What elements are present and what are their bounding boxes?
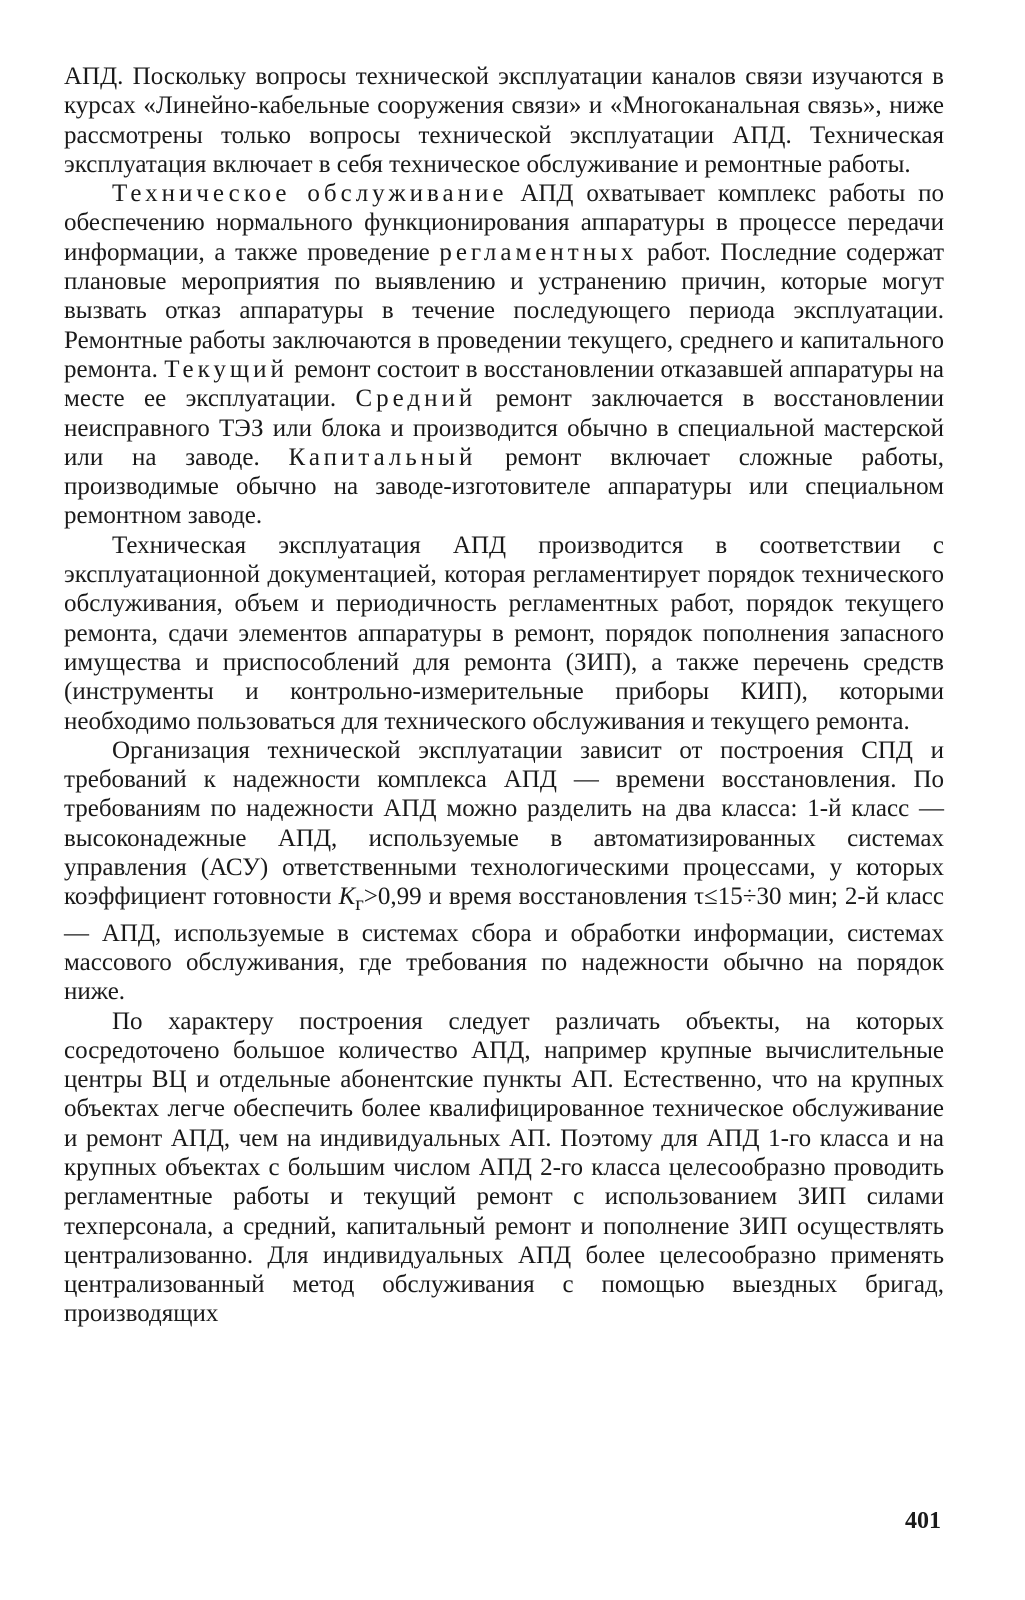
paragraph-text: ремонт включает сложные работы, производимые обычно на заводе-изготовителе аппаратуры или специальном ремонтном заводе.: [64, 443, 944, 530]
paragraph-documentation: [64, 531, 944, 736]
paragraph-text: ремонт заключается в восстановлении неисправного ТЭЗ или блока и производится обычно в специальной мастерской или на заводе.: [64, 385, 944, 471]
paragraph-continuation: [64, 62, 944, 179]
spaced-term-current: Текущий: [164, 355, 288, 383]
spaced-term-maintenance: Техническое обслуживание: [112, 180, 508, 208]
paragraph-structure: [64, 1007, 944, 1329]
page-body: [64, 62, 944, 1329]
spaced-term-medium: Средний: [355, 385, 477, 413]
paragraph-text: работ. Последние содержат плановые мероприятия по выявлению и устранению причин, которые могут вызвать отказ аппаратуры в течение последующего периода эксплуатации. Ремонтные работы заключаются в проведении текущего, среднего и капитального ремонта.: [64, 238, 944, 383]
spaced-term-scheduled: регламентных: [439, 238, 638, 266]
page-number: 401: [905, 1508, 941, 1534]
paragraph-text: ремонт состоит в восстановлении отказавшей аппаратуры на месте ее эксплуатации.: [64, 355, 945, 413]
paragraph-text: АПД. Поскольку вопросы технической эксплуатации каналов связи изучаются в курсах «Линейно-кабельные сооружения связи» и «Многоканальная связь», ниже рассмотрены только вопросы технической эксплуатации АПД. Техническая эксплуатация включает в себя техническое обслуживание и ремонтные работы.: [64, 63, 944, 178]
paragraph-text: По характеру построения следует различать объекты, на которых сосредоточено большое количество АПД, например крупные вычислительные центры ВЦ и отдельные абонентские пункты АП. Естественно, что на крупных объектах легче обеспечить более квалифицированное техническое обслуживание и ремонт АПД, чем на индивидуальных АП. Поэтому для АПД 1-го класса и на крупных объектах с большим числом АПД 2-го класса целесообразно проводить регламентные работы и текущий ремонт с использованием ЗИП силами техперсонала, а средний, капитальный ремонт и пополнение ЗИП осуществлять централизованно. Для индивидуальных АПД более целесообразно применять централизованный метод обслуживания с помощью выездных бригад, производящих: [64, 1007, 944, 1328]
paragraph-maintenance: [64, 179, 944, 531]
paragraph-text: Техническая эксплуатация АПД производится в соответствии с эксплуатационной документацией, которая регламентирует порядок технического обслуживания, объем и периодичность регламентных работ, порядок текущего ремонта, сдачи элементов аппаратуры в ремонт, порядок пополнения запасного имущества и приспособлений для ремонта (ЗИП), а также перечень средств (инструменты и контрольно-измерительные приборы КИП), которыми необходимо пользоваться для технического обслуживания и текущего ремонта.: [64, 531, 944, 735]
coefficient-subscript: г: [355, 891, 364, 916]
spaced-term-capital: Капитальный: [288, 443, 477, 471]
paragraph-organization: [64, 736, 944, 1007]
paragraph-text: АПД охватывает комплекс работы по обеспечению нормального функционирования аппаратуры в процессе передачи информации, а также проведение: [64, 180, 944, 266]
coefficient-symbol: К: [338, 883, 356, 911]
paragraph-text: >0,99 и время восстановления τ≤15÷30 мин; 2-й класс — АПД, используемые в системах сбора и обработки информации, системах массового обслуживания, где требования по надежности обычно на порядок ниже.: [64, 883, 944, 1006]
paragraph-text: Организация технической эксплуатации зависит от построения СПД и требований к надежности комплекса АПД — времени восстановления. По требованиям по надежности АПД можно разделить на два класса: 1-й класс — высоконадежные АПД, используемые в автоматизированных системах управления (АСУ) ответственными технологическими процессами, у которых коэффициент готовности: [64, 736, 944, 911]
